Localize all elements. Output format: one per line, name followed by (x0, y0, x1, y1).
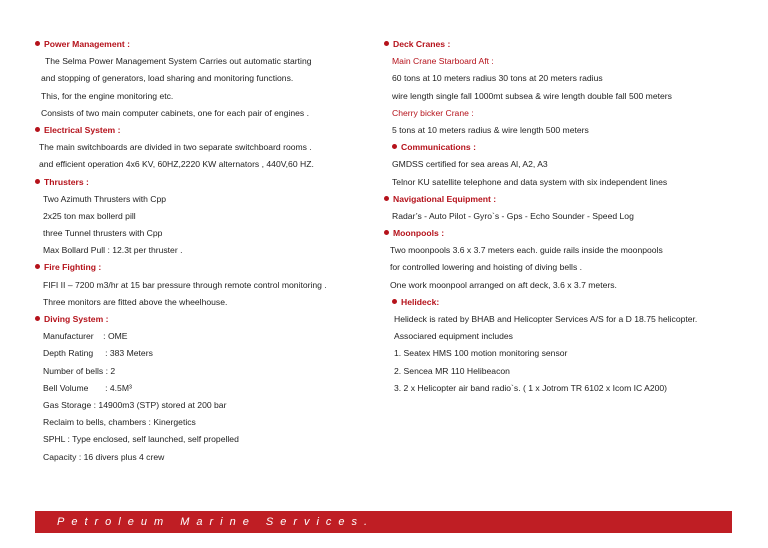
helideck-heading: Helideck: (384, 294, 754, 311)
navigational-equipment-line: Radar’s - Auto Pilot - Gyro`s - Gps - Echo Sounder - Speed Log (392, 210, 634, 221)
electrical-system-line: and efficient operation 4x6 KV, 60HZ,2220 KW alternators , 440V,60 HZ. (39, 159, 314, 170)
bullet-icon (35, 41, 40, 46)
electrical-system-heading: Electrical System : (35, 122, 375, 139)
diving-system-line: Gas Storage : 14900m3 (STP) stored at 200 bar (43, 399, 227, 410)
footer-company-name: Petroleum Marine Services. (57, 516, 375, 528)
bullet-icon (35, 316, 40, 321)
communications-line: Telnor KU satellite telephone and data system with six independent lines (392, 176, 668, 187)
helideck-line: Helideck is rated by BHAB and Helicopter Services A/S for a D 18.75 helicopter. (394, 314, 698, 324)
helideck-line: 2. Sencea MR 110 Helibeacon (394, 365, 510, 376)
bullet-icon (392, 144, 397, 149)
moonpools-heading: Moonpools : (384, 225, 754, 242)
deck-cranes-line: wire length single fall 1000mt subsea & wire length double fall 500 meters (392, 90, 672, 101)
bullet-icon (392, 299, 397, 304)
power-management-line: This, for the engine monitoring etc. (41, 90, 174, 101)
communications-heading: Communications : (384, 139, 754, 156)
cherry-crane-label: Cherry bicker Crane : (392, 107, 474, 118)
power-management-heading: Power Management : (35, 36, 375, 53)
fire-fighting-heading: Fire Fighting : (35, 259, 375, 276)
helideck-line: 1. Seatex HMS 100 motion monitoring sensor (394, 348, 568, 359)
power-management-line: Consists of two main computer cabinets, one for each pair of engines . (41, 107, 309, 118)
bullet-icon (384, 230, 389, 235)
fire-fighting-line: Three monitors are fitted above the wheelhouse. (43, 296, 228, 307)
diving-system-line: SPHL : Type enclosed, self launched, self propelled (43, 434, 239, 445)
power-management-line: and stopping of generators, load sharing and monitoring functions. (41, 73, 294, 84)
footer-bar (35, 511, 732, 533)
deck-cranes-heading: Deck Cranes : (384, 36, 754, 53)
deck-cranes-line: 5 tons at 10 meters radius & wire length 500 meters (392, 124, 589, 135)
moonpools-line: for controlled lowering and hoisting of diving bells . (390, 262, 583, 273)
bullet-icon (35, 264, 40, 269)
moonpools-line: Two moonpools 3.6 x 3.7 meters each. guide rails inside the moonpools (390, 245, 663, 256)
deck-cranes-line: 60 tons at 10 meters radius 30 tons at 20 meters radius (392, 73, 603, 84)
right-column (384, 36, 754, 397)
left-column (35, 36, 375, 466)
bullet-icon (384, 41, 389, 46)
diving-system-line: Manufacturer : OME (43, 331, 128, 342)
diving-system-line: Depth Rating : 383 Meters (43, 348, 153, 359)
moonpools-line: One work moonpool arranged on aft deck, 3.6 x 3.7 meters. (390, 279, 617, 290)
helideck-line: 3. 2 x Helicopter air band radio`s. ( 1 x Jotrom TR 6102 x Icom IC A200) (394, 382, 668, 393)
diving-system-line: Number of bells : 2 (43, 365, 116, 376)
thrusters-line: Two Azimuth Thrusters with Cpp (43, 193, 167, 204)
diving-system-line: Reclaim to bells, chambers : Kinergetics (43, 417, 196, 428)
power-management-line: The Selma Power Management System Carries out automatic starting (45, 56, 312, 67)
bullet-icon (384, 196, 389, 201)
thrusters-heading: Thrusters : (35, 174, 375, 191)
bullet-icon (35, 179, 40, 184)
communications-line: GMDSS certified for sea areas Al, A2, A3 (392, 159, 548, 170)
thrusters-line: Max Bollard Pull : 12.3t per thruster . (43, 245, 183, 256)
helideck-line: Associared equipment includes (394, 331, 513, 342)
diving-system-heading: Diving System : (35, 311, 375, 328)
bullet-icon (35, 127, 40, 132)
fire-fighting-line: FIFI II – 7200 m3/hr at 15 bar pressure through remote control monitoring . (43, 279, 327, 290)
electrical-system-line: The main switchboards are divided in two separate switchboard rooms . (39, 142, 312, 153)
diving-system-line: Capacity : 16 divers plus 4 crew (43, 451, 165, 462)
navigational-equipment-heading: Navigational Equipment : (384, 191, 754, 208)
thrusters-line: three Tunnel thrusters with Cpp (43, 228, 163, 239)
diving-system-line: Bell Volume : 4.5M³ (43, 382, 132, 393)
thrusters-line: 2x25 ton max bollerd pill (43, 210, 136, 221)
main-crane-label: Main Crane Starboard Aft : (392, 56, 494, 67)
